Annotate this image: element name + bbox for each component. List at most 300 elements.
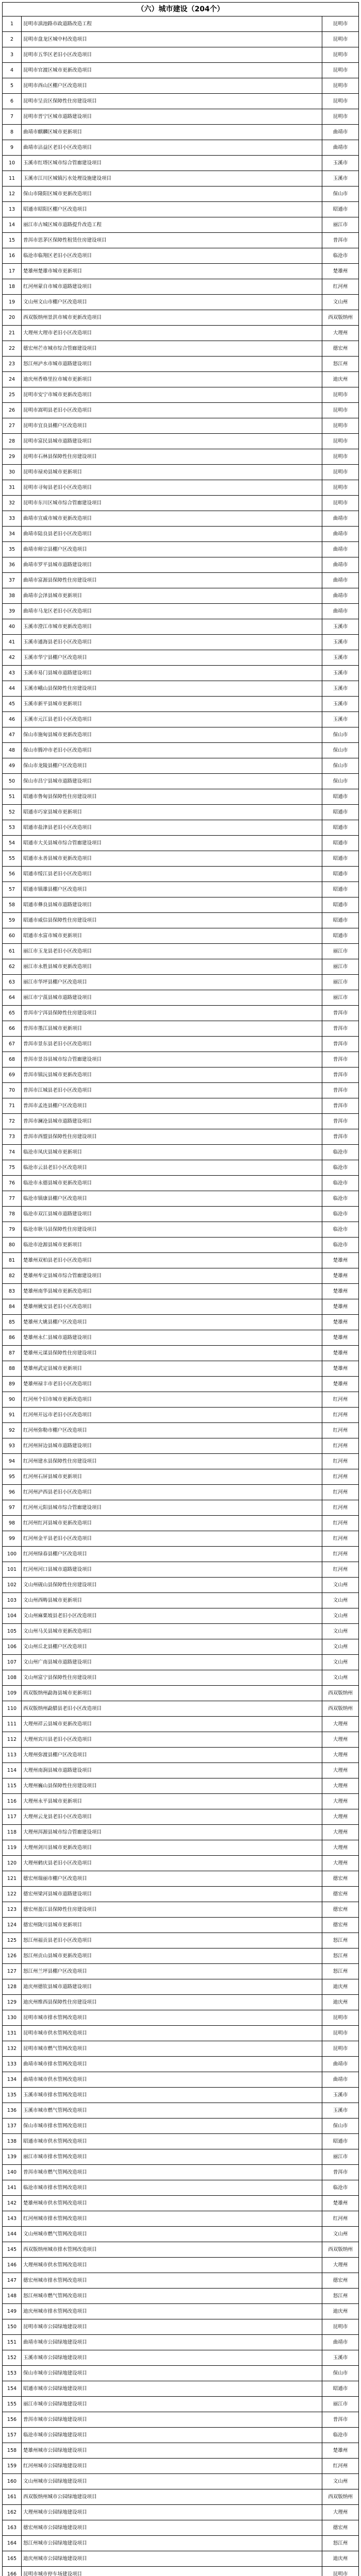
row-number: 105 [3, 1624, 22, 1639]
row-number: 83 [3, 1284, 22, 1299]
project-name: 保山市腾冲市老旧小区改造项目 [22, 743, 322, 758]
project-city: 昭通市 [322, 805, 359, 820]
project-name: 西双版纳州城市公园绿地建设项目 [22, 2489, 322, 2505]
row-number: 74 [3, 1145, 22, 1160]
project-name: 昭通市威信县保障性住房建设项目 [22, 913, 322, 928]
project-city: 红河州 [322, 279, 359, 295]
table-row [3, 2505, 359, 2520]
project-city: 文山州 [322, 1670, 359, 1686]
project-name: 西双版纳州勐海县城市更新项目 [22, 1686, 322, 1701]
row-number: 92 [3, 1423, 22, 1438]
table-row [3, 2057, 359, 2072]
table-row [3, 1145, 359, 1160]
row-number: 156 [3, 2412, 22, 2428]
table-row [3, 2428, 359, 2443]
project-name: 昆明市滇池路市政道路改造工程 [22, 16, 322, 32]
project-name: 普洱市景谷县城市综合管廊建设项目 [22, 1052, 322, 1067]
row-number: 78 [3, 1207, 22, 1222]
project-city: 昭通市 [322, 882, 359, 897]
row-number: 109 [3, 1686, 22, 1701]
table-row [3, 1763, 359, 1778]
project-city: 保山市 [322, 758, 359, 774]
project-city: 丽江市 [322, 990, 359, 1006]
project-city: 保山市 [322, 187, 359, 202]
table-row [3, 2381, 359, 2397]
project-name: 临沧市沧源县城市更新项目 [22, 1238, 322, 1253]
row-number: 107 [3, 1655, 22, 1670]
project-city: 大理州 [322, 1748, 359, 1763]
table-row [3, 1114, 359, 1129]
table-row [3, 2319, 359, 2335]
project-name: 昆明市石林县保障性住房建设项目 [22, 449, 322, 465]
table-row [3, 1037, 359, 1052]
project-name: 丽江市永胜县城市更新改造项目 [22, 959, 322, 975]
table-row [3, 928, 359, 944]
row-number: 121 [3, 1871, 22, 1887]
project-name: 曲靖市城市供水管网改造项目 [22, 2072, 322, 2088]
project-name: 昆明市嵩明县老旧小区改造项目 [22, 403, 322, 418]
project-name: 楚雄州牟定县城市综合管廊建设项目 [22, 1268, 322, 1284]
row-number: 110 [3, 1701, 22, 1717]
project-name: 丽江市古城区城市道路提升改造工程 [22, 217, 322, 233]
table-row [3, 2258, 359, 2273]
project-city: 昆明市 [322, 449, 359, 465]
project-name: 曲靖市马龙区老旧小区改造项目 [22, 604, 322, 619]
project-city: 大理州 [322, 1717, 359, 1732]
row-number: 19 [3, 295, 22, 310]
table-row [3, 527, 359, 542]
row-number: 128 [3, 1979, 22, 1995]
row-number: 21 [3, 326, 22, 341]
table-row [3, 109, 359, 125]
row-number: 48 [3, 743, 22, 758]
project-name: 德宏州盈江县保障性住房建设项目 [22, 1902, 322, 1918]
table-row [3, 1129, 359, 1145]
row-number: 88 [3, 1361, 22, 1377]
row-number: 101 [3, 1562, 22, 1578]
project-name: 保山市龙陵县棚户区改造项目 [22, 758, 322, 774]
row-number: 13 [3, 202, 22, 217]
row-number: 63 [3, 975, 22, 990]
row-number: 95 [3, 1469, 22, 1485]
project-name: 红河州河口县城市道路建设项目 [22, 1562, 322, 1578]
project-name: 丽江市城市公园绿地建设项目 [22, 2397, 322, 2412]
table-row [3, 403, 359, 418]
project-name: 德宏州梁河县城市道路建设项目 [22, 1887, 322, 1902]
project-name: 普洱市江城县老旧小区改造项目 [22, 1083, 322, 1098]
project-city: 玉溪市 [322, 666, 359, 681]
table-row [3, 341, 359, 357]
project-name: 昆明市晋宁区城市道路建设项目 [22, 109, 322, 125]
project-name: 临沧市云县老旧小区改造项目 [22, 1160, 322, 1176]
row-number: 82 [3, 1268, 22, 1284]
project-name: 文山州丘北县棚户区改造项目 [22, 1639, 322, 1655]
row-number: 135 [3, 2088, 22, 2103]
project-city: 红河州 [322, 2459, 359, 2474]
project-city: 红河州 [322, 1454, 359, 1469]
project-city: 昭通市 [322, 913, 359, 928]
table-row [3, 326, 359, 341]
table-row [3, 1948, 359, 1964]
project-city: 昆明市 [322, 94, 359, 109]
table-row [3, 78, 359, 94]
row-number: 35 [3, 542, 22, 557]
project-name: 楚雄州永仁县城市道路建设项目 [22, 1330, 322, 1346]
project-city: 昆明市 [322, 2567, 359, 2576]
row-number: 102 [3, 1578, 22, 1593]
project-city: 楚雄州 [322, 1361, 359, 1377]
project-city: 昭通市 [322, 928, 359, 944]
table-row [3, 1438, 359, 1454]
row-number: 98 [3, 1516, 22, 1531]
project-name: 红河州泸西县老旧小区改造项目 [22, 1485, 322, 1500]
project-city: 曲靖市 [322, 557, 359, 573]
table-row [3, 2474, 359, 2489]
project-city: 昆明市 [322, 403, 359, 418]
project-city: 怒江州 [322, 1933, 359, 1948]
table-row [3, 1778, 359, 1794]
project-city: 丽江市 [322, 975, 359, 990]
table-row [3, 171, 359, 187]
project-name: 大理州宾川县老旧小区改造项目 [22, 1732, 322, 1748]
project-city: 迪庆州 [322, 1995, 359, 2010]
table-row [3, 1701, 359, 1717]
project-name: 昭通市巧家县城市更新项目 [22, 805, 322, 820]
table-row [3, 697, 359, 712]
project-city: 红河州 [322, 1423, 359, 1438]
row-number: 162 [3, 2505, 22, 2520]
project-city: 临沧市 [322, 1191, 359, 1207]
row-number: 80 [3, 1238, 22, 1253]
project-name: 怒江州兰坪县棚户区改造项目 [22, 1964, 322, 1979]
row-number: 38 [3, 588, 22, 604]
row-number: 69 [3, 1067, 22, 1083]
project-city: 昆明市 [322, 78, 359, 94]
project-table [2, 16, 359, 2576]
row-number: 96 [3, 1485, 22, 1500]
project-city: 曲靖市 [322, 511, 359, 527]
project-city: 大理州 [322, 1778, 359, 1794]
row-number: 76 [3, 1176, 22, 1191]
row-number: 43 [3, 666, 22, 681]
table-row [3, 233, 359, 248]
table-row [3, 1547, 359, 1562]
project-city: 德宏州 [322, 1887, 359, 1902]
table-row [3, 1191, 359, 1207]
table-row [3, 897, 359, 913]
table-row [3, 588, 359, 604]
row-number: 47 [3, 727, 22, 743]
table-row [3, 1578, 359, 1593]
row-number: 20 [3, 310, 22, 326]
project-city: 昆明市 [322, 2026, 359, 2041]
project-name: 曲靖市会泽县城市更新项目 [22, 588, 322, 604]
row-number: 32 [3, 496, 22, 511]
project-name: 文山州马关县城市更新改造项目 [22, 1624, 322, 1639]
row-number: 134 [3, 2072, 22, 2088]
row-number: 31 [3, 480, 22, 496]
project-city: 大理州 [322, 2505, 359, 2520]
project-name: 昆明市官渡区城市更新改造项目 [22, 63, 322, 78]
project-city: 楚雄州 [322, 1253, 359, 1268]
project-city: 文山州 [322, 1639, 359, 1655]
table-row [3, 975, 359, 990]
table-row [3, 1717, 359, 1732]
project-name: 昆明市富民县城市道路建设项目 [22, 434, 322, 449]
project-name: 大理州祥云县城市更新改造项目 [22, 1717, 322, 1732]
project-name: 保山市隆阳区城市更新改造项目 [22, 187, 322, 202]
project-city: 普洱市 [322, 1114, 359, 1129]
project-city: 文山州 [322, 2474, 359, 2489]
project-name: 文山州城市公园绿地建设项目 [22, 2474, 322, 2489]
project-city: 楚雄州 [322, 2196, 359, 2211]
project-name: 玉溪市新平县城市更新项目 [22, 697, 322, 712]
project-name: 曲靖市城市公园绿地建设项目 [22, 2335, 322, 2350]
table-row [3, 1856, 359, 1871]
table-row [3, 187, 359, 202]
project-name: 曲靖市罗平县城市道路建设项目 [22, 557, 322, 573]
row-number: 71 [3, 1098, 22, 1114]
project-name: 怒江州城市燃气管网改造项目 [22, 2289, 322, 2304]
project-name: 普洱市孟连县棚户区改造项目 [22, 1098, 322, 1114]
project-name: 大理州城市公园绿地建设项目 [22, 2505, 322, 2520]
project-city: 西双版纳州 [322, 1701, 359, 1717]
project-name: 普洱市思茅区保障性租赁住房建设项目 [22, 233, 322, 248]
row-number: 81 [3, 1253, 22, 1268]
table-row [3, 2273, 359, 2289]
project-city: 楚雄州 [322, 1346, 359, 1361]
row-number: 28 [3, 434, 22, 449]
row-number: 116 [3, 1794, 22, 1809]
row-number: 27 [3, 418, 22, 434]
project-name: 临沧市城市公园绿地建设项目 [22, 2428, 322, 2443]
project-city: 临沧市 [322, 2428, 359, 2443]
project-city: 曲靖市 [322, 2335, 359, 2350]
table-row [3, 2211, 359, 2227]
project-name: 丽江市华坪县棚户区改造项目 [22, 975, 322, 990]
row-number: 77 [3, 1191, 22, 1207]
table-row [3, 1531, 359, 1547]
project-city: 昆明市 [322, 63, 359, 78]
table-row [3, 1918, 359, 1933]
row-number: 79 [3, 1222, 22, 1238]
row-number: 11 [3, 171, 22, 187]
project-name: 文山州广南县城市道路建设项目 [22, 1655, 322, 1670]
project-name: 大理州洱源县城市综合管廊建设项目 [22, 1825, 322, 1840]
table-row [3, 156, 359, 171]
table-row [3, 2227, 359, 2242]
row-number: 131 [3, 2026, 22, 2041]
table-row [3, 2196, 359, 2211]
project-city: 西双版纳州 [322, 2489, 359, 2505]
project-name: 楚雄州大姚县棚户区改造项目 [22, 1315, 322, 1330]
project-name: 怒江州城市公园绿地建设项目 [22, 2536, 322, 2551]
table-row [3, 1995, 359, 2010]
project-city: 曲靖市 [322, 2072, 359, 2088]
project-city: 昆明市 [322, 434, 359, 449]
project-city: 大理州 [322, 2258, 359, 2273]
project-city: 昆明市 [322, 480, 359, 496]
project-name: 曲靖市城市排水管网改造项目 [22, 2057, 322, 2072]
project-name: 保山市城市排水管网改造项目 [22, 2119, 322, 2134]
row-number: 64 [3, 990, 22, 1006]
table-row [3, 1732, 359, 1748]
row-number: 7 [3, 109, 22, 125]
project-name: 保山市城市公园绿地建设项目 [22, 2366, 322, 2381]
project-city: 临沧市 [322, 2180, 359, 2196]
table-row [3, 867, 359, 882]
project-name: 大理州城市供水管网改造项目 [22, 2258, 322, 2273]
table-row [3, 573, 359, 588]
project-name: 昭通市昭阳区棚户区改造项目 [22, 202, 322, 217]
project-name: 怒江州福贡县老旧小区改造项目 [22, 1933, 322, 1948]
row-number: 150 [3, 2319, 22, 2335]
row-number: 87 [3, 1346, 22, 1361]
project-city: 迪庆州 [322, 2304, 359, 2319]
table-row [3, 2010, 359, 2026]
project-name: 楚雄州元谋县保障性住房建设项目 [22, 1346, 322, 1361]
row-number: 18 [3, 279, 22, 295]
project-city: 红河州 [322, 2211, 359, 2227]
row-number: 34 [3, 527, 22, 542]
row-number: 115 [3, 1778, 22, 1794]
project-name: 红河州元阳县城市综合管廊建设项目 [22, 1500, 322, 1516]
project-name: 普洱市澜沧县城市道路建设项目 [22, 1114, 322, 1129]
table-row [3, 217, 359, 233]
row-number: 118 [3, 1825, 22, 1840]
table-row [3, 2412, 359, 2428]
row-number: 153 [3, 2366, 22, 2381]
table-row [3, 1902, 359, 1918]
table-row [3, 1979, 359, 1995]
project-city: 普洱市 [322, 2412, 359, 2428]
row-number: 93 [3, 1438, 22, 1454]
project-name: 文山州砚山县保障性住房建设项目 [22, 1578, 322, 1593]
project-city: 临沧市 [322, 1145, 359, 1160]
project-city: 红河州 [322, 1438, 359, 1454]
row-number: 56 [3, 867, 22, 882]
table-row [3, 496, 359, 511]
project-name: 曲靖市陆良县老旧小区改造项目 [22, 527, 322, 542]
table-row [3, 449, 359, 465]
table-row [3, 2366, 359, 2381]
row-number: 138 [3, 2134, 22, 2149]
row-number: 90 [3, 1392, 22, 1408]
project-name: 普洱市西盟县保障性住房建设项目 [22, 1129, 322, 1145]
row-number: 137 [3, 2119, 22, 2134]
project-name: 玉溪市通海县老旧小区改造项目 [22, 635, 322, 650]
project-city: 普洱市 [322, 1083, 359, 1098]
row-number: 140 [3, 2165, 22, 2180]
table-row [3, 2026, 359, 2041]
project-city: 大理州 [322, 1732, 359, 1748]
project-name: 昆明市城市供水管网改造项目 [22, 2026, 322, 2041]
table-row [3, 2536, 359, 2551]
project-city: 昭通市 [322, 820, 359, 836]
table-row [3, 2242, 359, 2258]
project-city: 昆明市 [322, 2010, 359, 2026]
table-row [3, 295, 359, 310]
project-city: 大理州 [322, 326, 359, 341]
row-number: 16 [3, 248, 22, 264]
row-number: 72 [3, 1114, 22, 1129]
table-row [3, 1454, 359, 1469]
table-row [3, 1083, 359, 1098]
project-city: 昭通市 [322, 867, 359, 882]
row-number: 160 [3, 2474, 22, 2489]
project-name: 迪庆州德钦县城市道路建设项目 [22, 1979, 322, 1995]
project-city: 德宏州 [322, 2520, 359, 2536]
project-name: 迪庆州城市公园绿地建设项目 [22, 2551, 322, 2567]
table-row [3, 1160, 359, 1176]
project-city: 普洱市 [322, 1129, 359, 1145]
row-number: 97 [3, 1500, 22, 1516]
table-row [3, 2335, 359, 2350]
table-row [3, 1887, 359, 1902]
project-city: 文山州 [322, 1655, 359, 1670]
row-number: 117 [3, 1809, 22, 1825]
table-row [3, 1299, 359, 1315]
project-name: 保山市施甸县城市更新改造项目 [22, 727, 322, 743]
table-row [3, 1469, 359, 1485]
project-city: 德宏州 [322, 1871, 359, 1887]
project-city: 丽江市 [322, 217, 359, 233]
table-row [3, 2103, 359, 2119]
row-number: 4 [3, 63, 22, 78]
project-city: 昆明市 [322, 16, 359, 32]
project-name: 昭通市城市公园绿地建设项目 [22, 2381, 322, 2397]
row-number: 9 [3, 140, 22, 156]
row-number: 37 [3, 573, 22, 588]
project-name: 昆明市西山区棚户区改造项目 [22, 78, 322, 94]
table-row [3, 2459, 359, 2474]
row-number: 30 [3, 465, 22, 480]
project-name: 红河州城市公园绿地建设项目 [22, 2459, 322, 2474]
row-number: 24 [3, 372, 22, 387]
project-city: 普洱市 [322, 1021, 359, 1037]
project-name: 普洱市城市公园绿地建设项目 [22, 2412, 322, 2428]
table-row [3, 944, 359, 959]
row-number: 36 [3, 557, 22, 573]
project-name: 西双版纳州景洪市城市更新改造项目 [22, 310, 322, 326]
row-number: 23 [3, 357, 22, 372]
row-number: 132 [3, 2041, 22, 2057]
table-row [3, 1562, 359, 1578]
project-city: 红河州 [322, 1408, 359, 1423]
row-number: 123 [3, 1902, 22, 1918]
project-city: 昭通市 [322, 2134, 359, 2149]
project-city: 文山州 [322, 295, 359, 310]
row-number: 151 [3, 2335, 22, 2350]
project-name: 文山州文山市棚户区改造项目 [22, 295, 322, 310]
table-row [3, 619, 359, 635]
project-name: 临沧市耿马县保障性住房建设项目 [22, 1222, 322, 1238]
table-row [3, 2350, 359, 2366]
row-number: 51 [3, 789, 22, 805]
project-name: 昆明市宜良县棚户区改造项目 [22, 418, 322, 434]
section-title: （六）城市建设（204个） [2, 2, 359, 16]
project-city: 临沧市 [322, 1238, 359, 1253]
row-number: 152 [3, 2350, 22, 2366]
row-number: 147 [3, 2273, 22, 2289]
project-city: 西双版纳州 [322, 1686, 359, 1701]
row-number: 39 [3, 604, 22, 619]
row-number: 124 [3, 1918, 22, 1933]
project-city: 曲靖市 [322, 2057, 359, 2072]
project-city: 普洱市 [322, 1052, 359, 1067]
table-row [3, 16, 359, 32]
project-city: 怒江州 [322, 2289, 359, 2304]
